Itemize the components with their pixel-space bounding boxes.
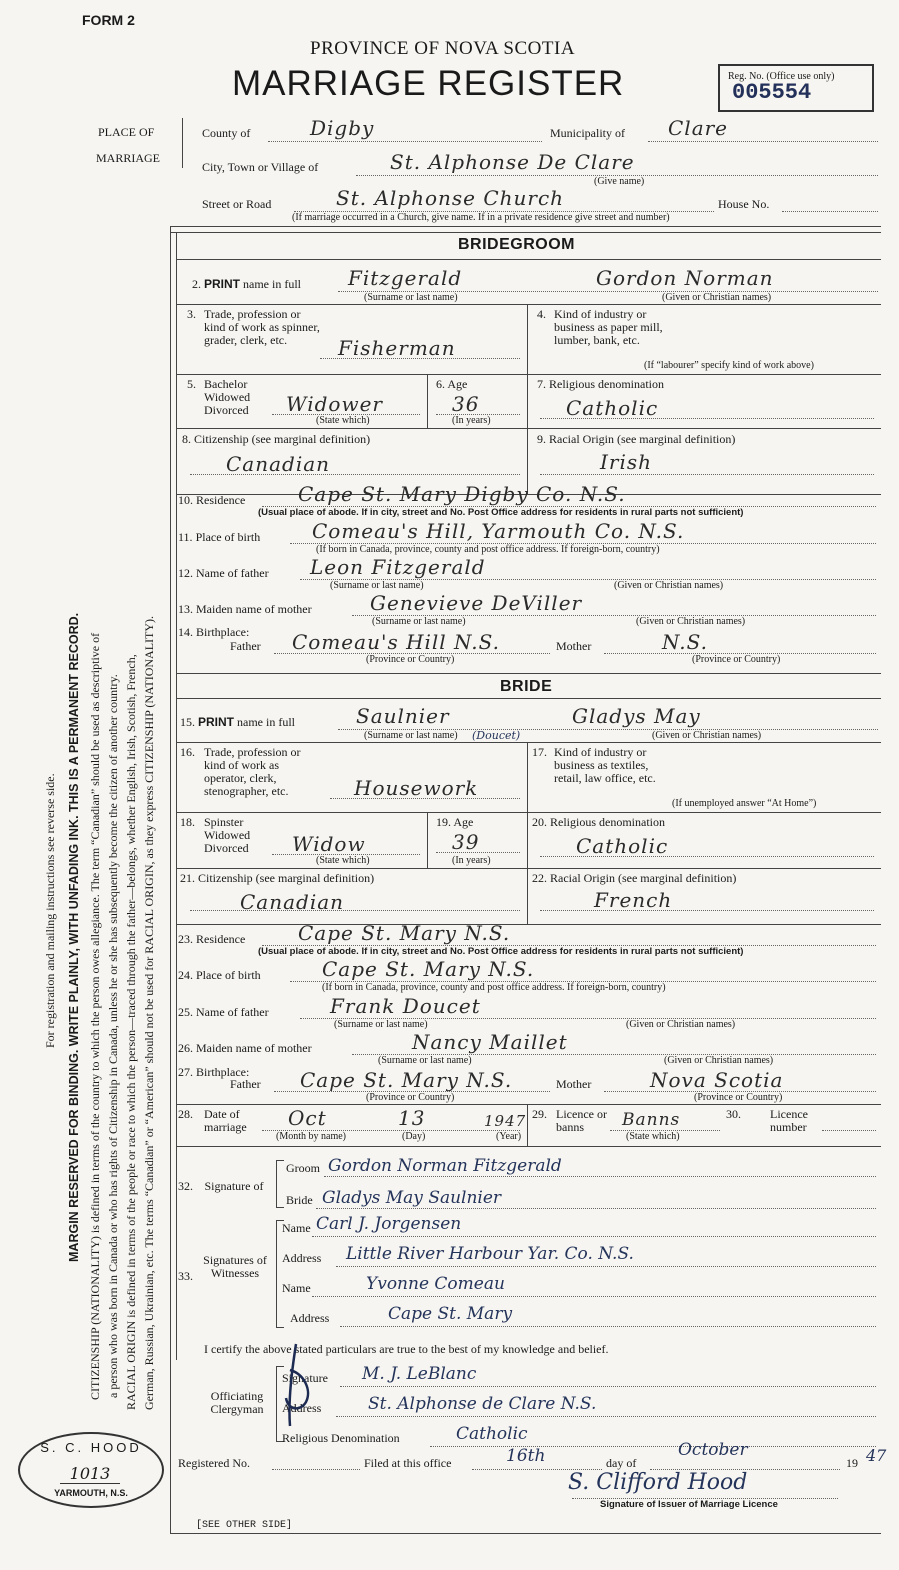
bride-n15: 15. (180, 715, 195, 729)
clergy-sig-label: Signature (282, 1371, 328, 1385)
bride-state-caption: (State which) (316, 855, 370, 866)
stamp-name: S. C. HOOD (40, 1440, 142, 1455)
groom-n5: 5. (187, 377, 196, 391)
bride-n21: 21. (180, 871, 195, 885)
bride-n27: 27. (178, 1065, 193, 1079)
denom-value: Catholic (456, 1424, 528, 1444)
bride-given: Gladys May (572, 704, 701, 728)
filed-day: 16th (506, 1446, 546, 1466)
bride-racial-label: Racial Origin (see marginal definition) (550, 871, 737, 885)
bride-religion-label: Religious denomination (550, 815, 665, 829)
bride-bp-father: Cape St. Mary N.S. (300, 1068, 513, 1092)
groom-n13: 13. (178, 602, 193, 616)
bride-mother-given-cap: (Given or Christian names) (664, 1055, 774, 1066)
groom-signature: Gordon Norman Fitzgerald (328, 1156, 562, 1176)
city-value: St. Alphonse De Clare (390, 150, 635, 174)
groom-residence: Cape St. Mary Digby Co. N.S. (298, 482, 626, 506)
groom-father-label: Name of father (196, 566, 269, 580)
witnesses-label: Signatures of Witnesses (203, 1253, 267, 1280)
bride-pob: Cape St. Mary N.S. (322, 957, 535, 981)
w1-address: Little River Harbour Yar. Co. N.S. (346, 1244, 634, 1264)
bride-surname-caption: (Surname or last name) (364, 730, 458, 741)
street-value: St. Alphonse Church (336, 186, 565, 210)
groom-bp-mother: N.S. (662, 630, 708, 654)
groom-state-caption: (State which) (316, 415, 370, 426)
year-caption: (Year) (496, 1131, 522, 1142)
province-heading: PROVINCE OF NOVA SCOTIA (310, 38, 576, 59)
clergy-label: Officiating Clergyman (210, 1389, 264, 1416)
give-name-caption: (Give name) (594, 176, 645, 187)
bride-n22: 22. (532, 871, 547, 885)
date-label: Date of marriage (204, 1107, 247, 1134)
bride-surname-alt: (Doucet) (472, 729, 521, 742)
bride-father: Frank Doucet (330, 994, 481, 1018)
licence-number-label: Licence number (770, 1107, 808, 1134)
bride-father-given-cap: (Given or Christian names) (626, 1019, 736, 1030)
issuer-signature: S. Clifford Hood (568, 1470, 748, 1495)
issuer-stamp (18, 1432, 164, 1508)
county-value: Digby (310, 116, 375, 140)
house-label: House No. (718, 197, 770, 211)
w2-address-label: Address (290, 1311, 330, 1325)
licence-n30: 30. (726, 1107, 741, 1121)
groom-mother-surname-cap: (Surname or last name) (372, 616, 466, 627)
side-instructions: For registration and mailing instructions see reverse side. (43, 773, 57, 1048)
groom-racial-label: Racial Origin (see marginal definition) (549, 432, 736, 446)
groom-n10: 10. (178, 493, 193, 507)
groom-father-given-cap: (Given or Christian names) (614, 580, 724, 591)
marriage-label: MARRIAGE (96, 151, 161, 165)
stamp-place: YARMOUTH, N.S. (54, 1488, 128, 1498)
groom-n4: 4. (537, 307, 546, 321)
groom-bp-father-label: Father (230, 639, 261, 653)
groom-citizen-label: Citizenship (see marginal definition) (194, 432, 371, 446)
marriage-day: 13 (398, 1106, 426, 1130)
street-label: Street or Road (202, 197, 272, 211)
w1-name-label: Name (282, 1221, 311, 1235)
wit-n33: 33. (178, 1269, 193, 1283)
clergy-address: St. Alphonse de Clare N.S. (368, 1394, 597, 1414)
see-other-side: [SEE OTHER SIDE] (196, 1520, 293, 1531)
groom-mother-label: Maiden name of mother (196, 602, 312, 616)
year-suffix: 47 (866, 1446, 887, 1465)
marriage-year: 1947 (484, 1112, 527, 1130)
bride-bp-mother-label: Mother (556, 1077, 592, 1091)
groom-print-label: PRINT (204, 277, 240, 291)
bride-racial: French (594, 888, 673, 912)
bride-years-caption: (In years) (452, 855, 491, 866)
bride-res-label: Residence (196, 932, 246, 946)
bride-mother: Nancy Maillet (412, 1030, 568, 1054)
registered-no-label: Registered No. (178, 1456, 250, 1470)
side-citizenship-def: CITIZENSHIP (NATIONALITY) is defined in terms of the country to which the person owes allegiance. The term “Canadian” should be used as descriptive of (88, 632, 102, 1400)
groom-n7: 7. (537, 377, 546, 391)
date-n28: 28. (178, 1107, 193, 1121)
municipality-label: Municipality of (550, 126, 625, 140)
groom-n6: 6. (436, 377, 445, 391)
bride-name-label: name in full (237, 715, 295, 729)
bride-residence: Cape St. Mary N.S. (298, 921, 511, 945)
groom-mother: Genevieve DeViller (370, 591, 583, 615)
month-caption: (Month by name) (276, 1131, 346, 1142)
groom-years-caption: (In years) (452, 415, 491, 426)
place-of-label: PLACE OF (98, 125, 155, 139)
side-racial-def-2: German, Russian, Ukrainian, etc. The terms “Canadian” or “American” should not be used for RACIAL ORIGIN, as they express CITIZENSHIP (NATIONALITY). (142, 615, 156, 1410)
filed-month: October (678, 1440, 748, 1460)
groom-age: 36 (452, 392, 480, 416)
bride-pob-note: (If born in Canada, province, county and post office address. If foreign-born, country) (322, 982, 666, 993)
bride-n17: 17. (532, 745, 547, 759)
bride-heading: BRIDE (500, 678, 553, 695)
groom-age-label: Age (447, 377, 468, 391)
groom-n11: 11. (178, 530, 193, 544)
w2-name-label: Name (282, 1281, 311, 1295)
groom-status-label: Bachelor Widowed Divorced (204, 377, 251, 417)
groom-bp-father-cap: (Province or Country) (366, 654, 455, 665)
bride-surname: Saulnier (356, 704, 450, 728)
bride-unemployed-note: (If unemployed answer “At Home”) (672, 798, 817, 809)
bride-n24: 24. (178, 968, 193, 982)
sig-n32: 32. (178, 1179, 193, 1193)
side-binding-note: MARGIN RESERVED FOR BINDING. WRITE PLAINLY, WITH UNFADING INK. THIS IS A PERMANENT RECORD. (67, 612, 81, 1262)
bride-bp-mother-cap: (Province or Country) (694, 1092, 783, 1103)
groom-bp-label: Birthplace: (196, 625, 250, 639)
reg-number-box (718, 64, 874, 112)
reg-number: 005554 (732, 80, 812, 105)
licence-label: Licence or banns (556, 1107, 607, 1134)
bride-trade: Housework (354, 776, 479, 800)
stamp-number: 1013 (60, 1464, 120, 1484)
municipality-value: Clare (668, 116, 729, 140)
bride-pob-label: Place of birth (196, 968, 261, 982)
bride-signature: Gladys May Saulnier (322, 1188, 502, 1208)
bride-n25: 25. (178, 1005, 193, 1019)
groom-pob: Comeau's Hill, Yarmouth Co. N.S. (312, 519, 685, 543)
bride-age: 39 (452, 830, 480, 854)
bride-bp-father-label: Father (230, 1077, 261, 1091)
groom-father-surname-cap: (Surname or last name) (330, 580, 424, 591)
groom-trade: Fisherman (338, 336, 456, 360)
bride-religion: Catholic (576, 834, 669, 858)
groom-industry-label: Kind of industry or business as paper mill, lumber, bank, etc. (554, 307, 663, 347)
groom-n14: 14. (178, 625, 193, 639)
licence-n29: 29. (532, 1107, 547, 1121)
certify-text: I certify the above stated particulars are true to the best of my knowledge and belief. (204, 1342, 609, 1356)
groom-n3: 3. (187, 307, 196, 321)
bride-bp-label: Birthplace: (196, 1065, 250, 1079)
groom-surname-caption: (Surname or last name) (364, 292, 458, 303)
issuer-label: Signature of Issuer of Marriage Licence (600, 1499, 778, 1510)
groom-n8: 8. (182, 432, 191, 446)
bride-res-note: (Usual place of abode. If in city, street and No. Post Office address for residents in rural parts not sufficient) (258, 946, 744, 957)
year-prefix: 19 (846, 1456, 858, 1470)
day-caption: (Day) (402, 1131, 426, 1142)
licence-state-cap: (State which) (626, 1131, 680, 1142)
sig-bracket (276, 1160, 284, 1208)
groom-given-caption: (Given or Christian names) (662, 292, 772, 303)
bride-age-label: Age (453, 815, 474, 829)
clergy-signature: M. J. LeBlanc (362, 1364, 477, 1384)
city-label: City, Town or Village of (202, 160, 319, 174)
groom-bp-father: Comeau's Hill N.S. (292, 630, 500, 654)
bride-n16: 16. (180, 745, 195, 759)
groom-name-label: name in full (243, 277, 301, 291)
bride-n19: 19. (436, 815, 451, 829)
groom-res-note: (Usual place of abode. If in city, street and No. Post Office address for residents in rural parts not sufficient) (258, 507, 744, 518)
bride-status: Widow (292, 832, 366, 856)
bride-given-caption: (Given or Christian names) (652, 730, 762, 741)
groom-status: Widower (286, 392, 383, 416)
bride-mother-label: Maiden name of mother (196, 1041, 312, 1055)
groom-trade-label: Trade, profession or kind of work as spinner, grader, clerk, etc. (204, 307, 320, 347)
w1-address-label: Address (282, 1251, 322, 1265)
w2-address: Cape St. Mary (388, 1304, 513, 1324)
groom-given: Gordon Norman (596, 266, 774, 290)
bride-status-label: Spinster Widowed Divorced (204, 815, 251, 855)
groom-religion: Catholic (566, 396, 659, 420)
groom-bp-mother-label: Mother (556, 639, 592, 653)
clergy-address-label: Address (282, 1401, 322, 1415)
bride-sig-label: Bride (286, 1193, 313, 1207)
page-title: MARRIAGE REGISTER (232, 64, 625, 103)
bride-n20: 20. (532, 815, 547, 829)
groom-racial: Irish (600, 450, 653, 474)
filed-label: Filed at this office (364, 1456, 452, 1470)
bride-father-surname-cap: (Surname or last name) (334, 1019, 428, 1030)
groom-sig-label: Groom (286, 1161, 320, 1175)
groom-citizen: Canadian (226, 452, 331, 476)
side-racial-def: RACIAL ORIGIN is defined in terms of the people or race to which the person—traced through the father—belongs, whether English, Irish, Scotish, French, (124, 654, 138, 1410)
groom-n2: 2. (192, 277, 201, 291)
bride-industry-label: Kind of industry or business as textiles, retail, law office, etc. (554, 745, 656, 785)
groom-religion-label: Religious denomination (549, 377, 664, 391)
bride-bp-mother: Nova Scotia (650, 1068, 784, 1092)
bride-citizen: Canadian (240, 890, 345, 914)
w1-name: Carl J. Jorgensen (316, 1214, 462, 1234)
reg-number-label: Reg. No. (Office use only) (728, 71, 835, 82)
form-number: FORM 2 (82, 12, 135, 28)
groom-surname: Fitzgerald (348, 266, 463, 290)
bride-bp-father-cap: (Province or Country) (366, 1092, 455, 1103)
county-label: County of (202, 126, 251, 140)
groom-mother-given-cap: (Given or Christian names) (636, 616, 746, 627)
bride-trade-label: Trade, profession or kind of work as operator, clerk, stenographer, etc. (204, 745, 301, 798)
groom-n9: 9. (537, 432, 546, 446)
groom-heading: BRIDEGROOM (458, 236, 575, 253)
bride-n18: 18. (180, 815, 195, 829)
bride-father-label: Name of father (196, 1005, 269, 1019)
bride-n23: 23. (178, 932, 193, 946)
bride-citizen-label: Citizenship (see marginal definition) (198, 871, 375, 885)
bride-print-label: PRINT (198, 715, 234, 729)
groom-bp-mother-cap: (Province or Country) (692, 654, 781, 665)
groom-pob-label: Place of birth (195, 530, 261, 544)
day-of-label: day of (606, 1456, 637, 1470)
groom-labourer-note: (If “labourer” specify kind of work above) (644, 360, 814, 371)
marriage-month: Oct (288, 1106, 327, 1130)
groom-father: Leon Fitzgerald (310, 555, 486, 579)
groom-n12: 12. (178, 566, 193, 580)
w2-name: Yvonne Comeau (366, 1274, 505, 1294)
wit-bracket (276, 1220, 284, 1328)
bride-n26: 26. (178, 1041, 193, 1055)
street-note: (If marriage occurred in a Church, give name. If in a private residence give street and number) (292, 212, 670, 223)
groom-pob-note: (If born in Canada, province, county and post office address. If foreign-born, country) (316, 544, 660, 555)
pen-flourish (278, 1340, 328, 1430)
bride-mother-surname-cap: (Surname or last name) (378, 1055, 472, 1066)
licence-value: Banns (622, 1110, 681, 1130)
sig-label: Signature of (204, 1179, 264, 1193)
denom-label: Religious Denomination (282, 1431, 400, 1445)
groom-res-label: Residence (196, 493, 246, 507)
side-citizenship-def-2: a person who was born in Canada or who has rights of Citizenship in Canada, unless he or she has subsequently become the citizen of another country. (106, 674, 120, 1398)
